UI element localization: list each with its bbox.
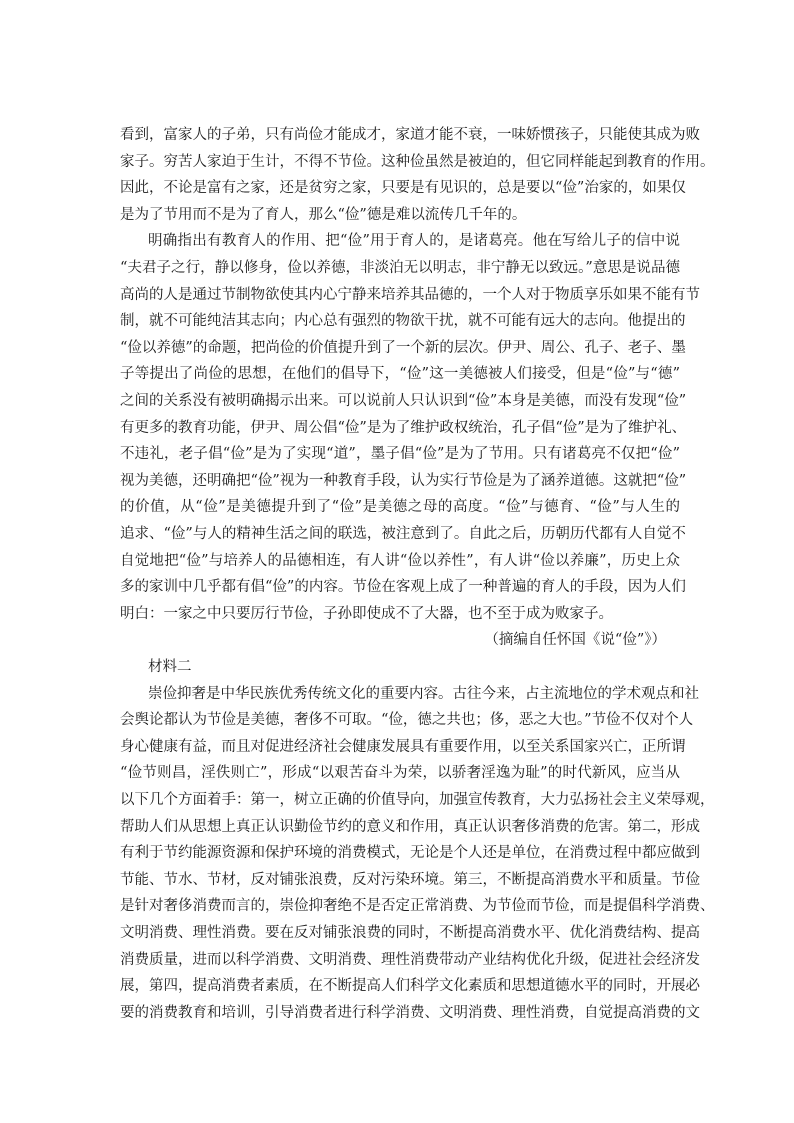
text-line: 高尚的人是通过节制物欲使其内心宁静来培养其品德的，一个人对于物质享乐如果不能有节 (120, 286, 700, 303)
text-line: 会舆论都认为节俭是美德，奢侈不可取。“俭，德之共也；侈，恶之大也。”节俭不仅对个人 (120, 712, 694, 729)
text-line: 崇俭抑奢是中华民族优秀传统文化的重要内容。古往今来，占主流地位的学术观点和社 (148, 685, 699, 702)
text-line: 视为美德，还明确把“俭”视为一种教育手段，认为实行节俭是为了涵养道德。这就把“俭” (120, 472, 687, 489)
text-line: 有利于节约能源资源和保护环境的消费模式，无论是个人还是单位，在消费过程中都应做到 (120, 845, 700, 862)
text-line: 子等提出了尚俭的思想，在他们的倡导下，“俭”这一美德被人们接受，但是“俭”与“德” (120, 366, 680, 383)
text-line: 以下几个方面着手：第一，树立正确的价值导向，加强宣传教育，大力弘扬社会主义荣辱观， (120, 792, 715, 808)
text-line: “夫君子之行，静以修身，俭以养德，非淡泊无以明志，非宁静无以致远。”意思是说品德 (120, 260, 680, 276)
text-line: 不违礼，老子倡“俭”是为了实现“道”，墨子倡“俭”是为了节用。只有诸葛亮不仅把“俭” (120, 446, 680, 463)
text-line: 消费质量，进而以科学消费、文明消费、理性消费带动产业结构优化升级，促进社会经济发 (120, 951, 700, 968)
text-line: 是针对奢侈消费而言的，崇俭抑奢绝不是否定正常消费、为节俭而节俭，而是提倡科学消费、 (120, 898, 715, 915)
text-line: 展，第四，提高消费者素质，在不断提高人们科学文化素质和思想道德水平的同时，开展必 (120, 978, 700, 995)
text-line: 有更多的教育功能，伊尹、周公倡“俭”是为了维护政权统治，孔子倡“俭”是为了维护礼、 (120, 419, 687, 436)
text-line: 要的消费教育和培训，引导消费者进行科学消费、文明消费、理性消费，自觉提高消费的文 (120, 1004, 700, 1021)
text-line: 自觉地把“俭”与培养人的品德相连，有人讲“俭以养性”，有人讲“俭以养廉”，历史上众 (120, 552, 680, 569)
section-heading: 材料二 (148, 659, 192, 675)
text-line: 明白：一家之中只要厉行节俭，子孙即使成不了大器，也不至于成为败家子。 (120, 605, 613, 622)
text-line: “俭节则昌，淫佚则亡”，形成“以艰苦奋斗为荣，以骄奢淫逸为耻”的时代新风，应当从 (120, 765, 680, 782)
text-line: 追求、“俭”与人的精神生活之间的联选，被注意到了。自此之后，历朝历代都有人自觉不 (120, 526, 686, 542)
text-line: 看到，富家人的子弟，只有尚俭才能成才，家道才能不衰，一味娇惯孩子，只能使其成为败 (120, 127, 700, 143)
text-line: 的价值，从“俭”是美德提升到了“俭”是美德之母的高度。“俭”与德育、“俭”与人生的 (120, 499, 680, 516)
text-line: 因此，不论是富有之家，还是贫穷之家，只要是有见识的，总是要以“俭”治家的，如果仅 (120, 180, 686, 197)
text-line: 是为了节用而不是为了育人，那么“俭”德是难以流传几千年的。 (120, 206, 527, 223)
text-line: 多的家训中几乎都有倡“俭”的内容。节俭在客观上成了一种普遍的育人的手段，因为人们 (120, 579, 686, 596)
text-line: 文明消费、理性消费。要在反对铺张浪费的同时，不断提高消费水平、优化消费结构、提高 (120, 925, 700, 941)
text-line: 明确指出有教育人的作用、把“俭”用于育人的，是诸葛亮。他在写给儿子的信中说 (148, 233, 680, 250)
text-line: 身心健康有益，而且对促进经济社会健康发展具有重要作用，以至关系国家兴亡，正所谓 (120, 738, 686, 755)
text-line: 节能、节水、节材，反对铺张浪费，反对污染环境。第三，不断提高消费水平和质量。节俭 (120, 871, 700, 888)
text-line: 家子。穷苦人家迫于生计，不得不节俭。这种俭虽然是被迫的，但它同样能起到教育的作用。 (120, 153, 715, 170)
text-line: “俭以养德”的命题，把尚俭的价值提升到了一个新的层次。伊尹、周公、孔子、老子、墨 (120, 339, 686, 356)
text-line: 制，就不可能纯洁其志向；内心总有强烈的物欲干扰，就不可能有远大的志向。他提出的 (120, 313, 686, 330)
text-line: 帮助人们从思想上真正认识勤俭节约的意义和作用，真正认识奢侈消费的危害。第二，形成 (120, 818, 700, 835)
source-citation: （摘编自任怀国《说“俭”》） (484, 632, 666, 649)
text-line: 之间的关系没有被明确揭示出来。可以说前人只认识到“俭”本身是美德，而没有发现“俭” (120, 393, 687, 409)
